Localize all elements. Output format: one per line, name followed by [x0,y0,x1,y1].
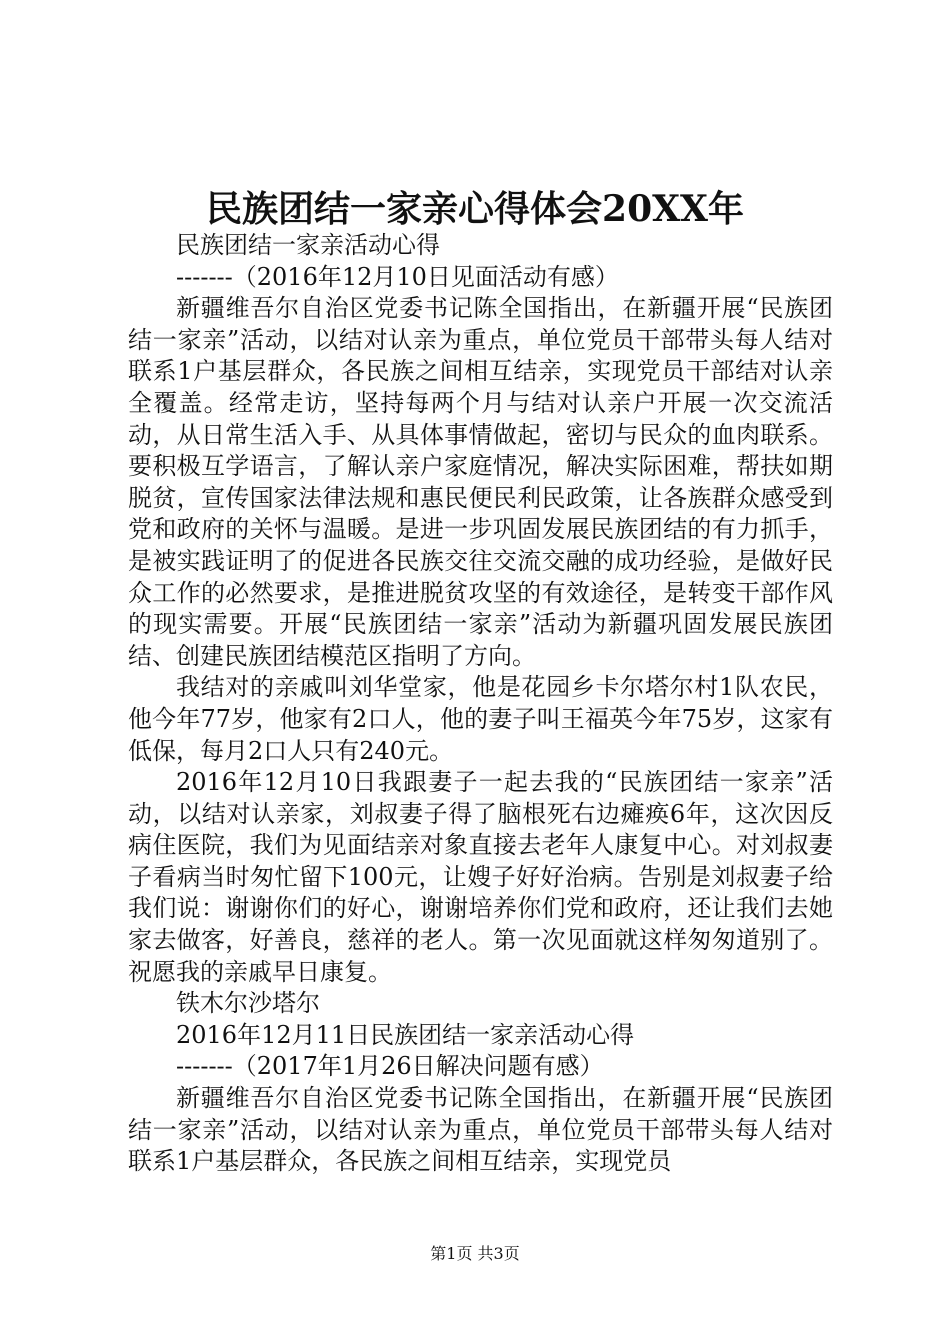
document-body [128,230,833,1178]
paragraph-second-title: 2016年12月11日民族团结一家亲活动心得 [176,1020,635,1049]
paragraph-subtitle: 民族团结一家亲活动心得 [176,231,440,259]
paragraph-author: 铁木尔沙塔尔 [176,989,320,1018]
paragraph-second-note: -------（2017年1月26日解决问题有感） [176,1052,604,1081]
paragraph-subtitle-note: -------（2016年12月10日见面活动有感） [176,262,619,291]
page-footer: 第1页 共3页 [430,1244,520,1263]
paragraph-relative: 我结对的亲戚叫刘华堂家，他是花园乡卡尔塔尔村1队农民，他今年77岁，他家有2口人，他的妻子叫王福英今年75岁，这家有低保，每月2口人只有240元。 [128,673,833,765]
paragraph-visit: 2016年12月10日我跟妻子一起去我的“民族团结一家亲”活动，以结对认亲家，刘叔妻子得了脑根死右边瘫痪6年，这次因反病住医院，我们为见面结亲对象直接去老年人康复中心。对刘叔妻子看病当时匆忙留下100元，让嫂子好好治病。告别是刘叔妻子给我们说：谢谢你们的好心，谢谢培养你们党和政府，还让我们去她家去做客，好善良，慈祥的老人。第一次见面就这样匆匆道别了。祝愿我的亲戚早日康复。 [128,768,833,986]
paragraph-intro: 新疆维吾尔自治区党委书记陈全国指出，在新疆开展“民族团结一家亲”活动，以结对认亲为重点，单位党员干部带头每人结对联系1户基层群众，各民族之间相互结亲，实现党员干部结对认亲全覆盖。经常走访，坚持每两个月与结对认亲户开展一次交流活动，从日常生活入手、从具体事情做起，密切与民众的血肉联系。要积极互学语言，了解认亲户家庭情况，解决实际困难，帮扶如期脱贫，宣传国家法律法规和惠民便民利民政策，让各族群众感受到党和政府的关怀与温暖。是进一步巩固发展民族团结的有力抓手，是被实践证明了的促进各民族交往交流交融的成功经验，是做好民众工作的必然要求，是推进脱贫攻坚的有效途径，是转变干部作风的现实需要。开展“民族团结一家亲”活动为新疆巩固发展民族团结、创建民族团结模范区指明了方向。 [128,294,833,670]
paragraph-second-intro: 新疆维吾尔自治区党委书记陈全国指出，在新疆开展“民族团结一家亲”活动，以结对认亲为重点，单位党员干部带头每人结对联系1户基层群众，各民族之间相互结亲，实现党员 [128,1084,833,1176]
document-title: 民族团结一家亲心得体会20XX年 [206,188,744,230]
